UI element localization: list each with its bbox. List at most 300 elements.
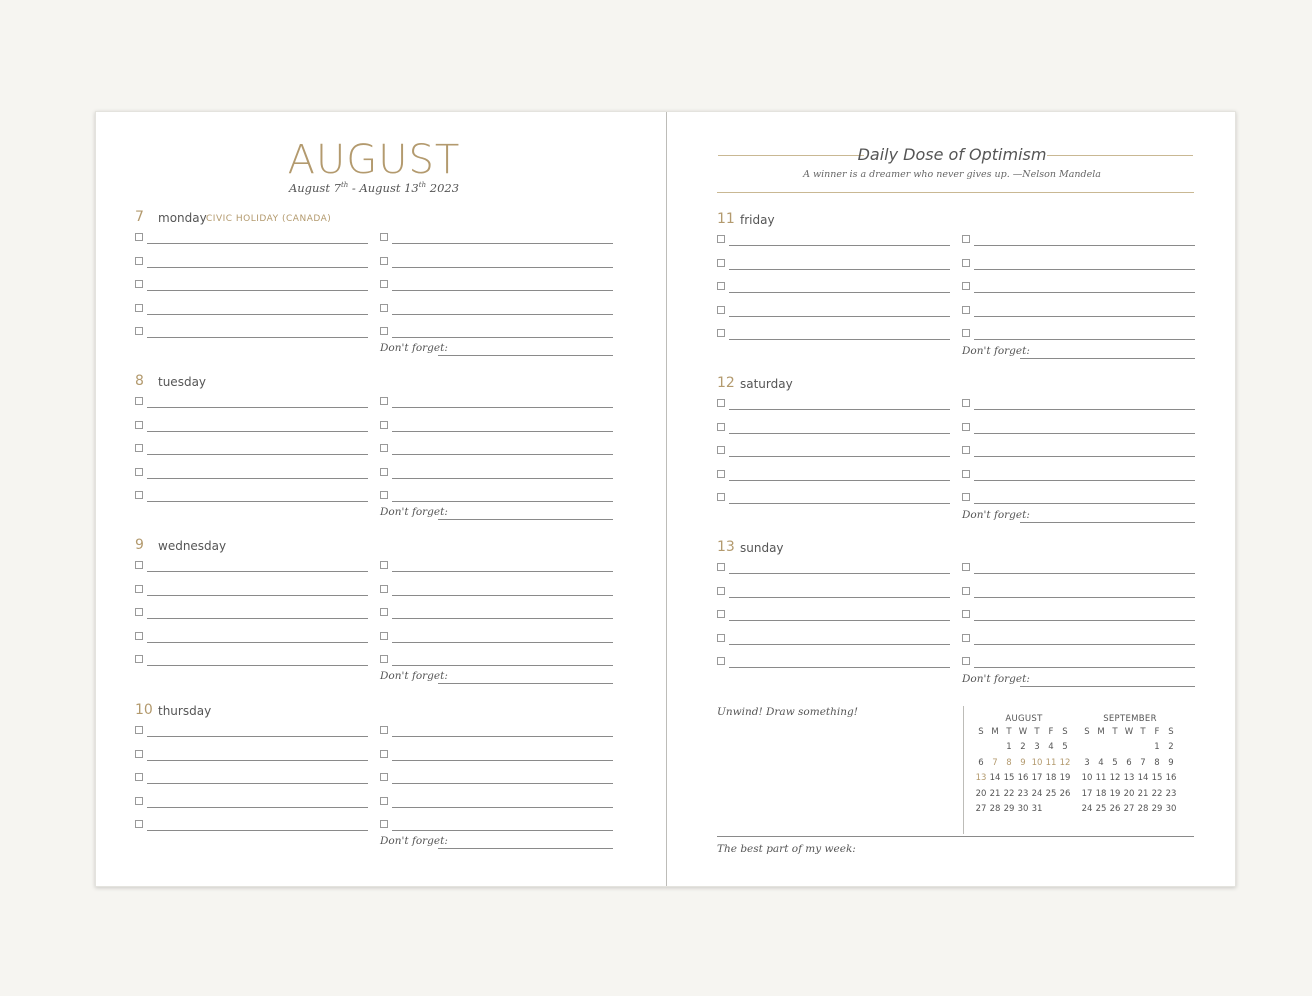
day-name: monday: [158, 211, 207, 225]
task-line[interactable]: [974, 503, 1195, 504]
calendar-day: 5: [1112, 757, 1118, 768]
task-line[interactable]: [729, 644, 950, 645]
dont-forget-field[interactable]: Don't forget:: [380, 506, 613, 522]
task-line[interactable]: [147, 501, 368, 502]
task-checkbox[interactable]: [380, 397, 388, 405]
task-line[interactable]: [729, 573, 950, 574]
calendar-day: 23: [1165, 788, 1177, 799]
task-row: [717, 489, 950, 513]
task-column: [380, 557, 613, 675]
task-line[interactable]: [392, 760, 613, 761]
task-line[interactable]: [147, 807, 368, 808]
task-checkbox[interactable]: [135, 726, 143, 734]
task-checkbox[interactable]: [380, 655, 388, 663]
task-line[interactable]: [147, 595, 368, 596]
weekday-label: T: [1140, 727, 1146, 737]
calendar-day: 28: [1137, 804, 1149, 814]
daily-dose-title: Daily Dose of Optimism: [857, 145, 1047, 164]
task-line[interactable]: [392, 501, 613, 502]
task-line[interactable]: [392, 736, 613, 737]
task-row: [380, 604, 613, 628]
task-line[interactable]: [729, 667, 950, 668]
task-row: [717, 419, 950, 443]
task-row: [717, 630, 950, 654]
day-number: 9: [135, 537, 144, 553]
dont-forget-field[interactable]: Don't forget:: [962, 673, 1195, 689]
task-line[interactable]: [974, 292, 1195, 293]
task-checkbox[interactable]: [135, 421, 143, 429]
task-checkbox[interactable]: [135, 561, 143, 569]
task-checkbox[interactable]: [380, 468, 388, 476]
task-line[interactable]: [147, 571, 368, 572]
task-line[interactable]: [392, 243, 613, 244]
calendar-day: 21: [1137, 788, 1149, 799]
task-line[interactable]: [147, 665, 368, 666]
unwind-drawing-area-label: Unwind! Draw something!: [717, 706, 858, 718]
task-line[interactable]: [974, 433, 1195, 434]
task-line[interactable]: [729, 456, 950, 457]
task-row: [962, 630, 1195, 654]
task-row: [135, 417, 368, 441]
calendar-day: 3: [1034, 742, 1040, 752]
task-checkbox[interactable]: [135, 304, 143, 312]
task-row: [962, 231, 1195, 255]
task-checkbox[interactable]: [380, 444, 388, 452]
task-checkbox[interactable]: [717, 470, 725, 478]
calendar-day: 12: [1109, 773, 1121, 783]
day-name: friday: [740, 213, 775, 227]
task-checkbox[interactable]: [135, 632, 143, 640]
calendar-day: 13: [975, 773, 987, 783]
calendar-day: 14: [989, 773, 1001, 783]
calendar-day: 29: [1151, 804, 1163, 814]
task-column: [135, 722, 368, 840]
task-line[interactable]: [392, 665, 613, 666]
calendar-day: 23: [1017, 788, 1029, 799]
weekday-label: S: [1168, 727, 1174, 737]
task-line[interactable]: [974, 480, 1195, 481]
calendar-day: 27: [975, 804, 987, 814]
task-row: [380, 253, 613, 277]
task-checkbox[interactable]: [380, 280, 388, 288]
task-line[interactable]: [147, 783, 368, 784]
task-checkbox[interactable]: [717, 587, 725, 595]
task-checkbox[interactable]: [380, 257, 388, 265]
task-line[interactable]: [147, 478, 368, 479]
task-row: [135, 487, 368, 511]
task-checkbox[interactable]: [135, 820, 143, 828]
task-row: [135, 557, 368, 581]
calendar-day: 15: [1151, 773, 1163, 783]
task-checkbox[interactable]: [962, 563, 970, 571]
task-row: [962, 559, 1195, 583]
task-line[interactable]: [147, 243, 368, 244]
task-checkbox[interactable]: [135, 257, 143, 265]
task-checkbox[interactable]: [962, 657, 970, 665]
task-row: [380, 746, 613, 770]
month-title: AUGUST: [287, 137, 461, 183]
calendar-day: 8: [1154, 757, 1160, 768]
task-row: [135, 393, 368, 417]
calendar-day: 6: [978, 757, 984, 768]
day-number: 13: [717, 539, 735, 555]
task-row: [717, 325, 950, 349]
task-row: [962, 606, 1195, 630]
task-row: [380, 440, 613, 464]
dont-forget-field[interactable]: Don't forget:: [380, 835, 613, 851]
task-row: [380, 769, 613, 793]
task-row: [380, 464, 613, 488]
weekday-label: M: [1097, 727, 1105, 737]
task-row: [717, 653, 950, 677]
task-checkbox[interactable]: [380, 797, 388, 805]
task-line[interactable]: [729, 292, 950, 293]
task-checkbox[interactable]: [962, 446, 970, 454]
task-column: [380, 393, 613, 511]
task-row: [717, 466, 950, 490]
day-name: thursday: [158, 704, 212, 718]
task-checkbox[interactable]: [962, 493, 970, 501]
calendar-day: 22: [1003, 788, 1015, 799]
title-rule-right: [1047, 155, 1193, 156]
calendar-day: 26: [1109, 804, 1121, 814]
task-row: [962, 255, 1195, 279]
task-checkbox[interactable]: [135, 585, 143, 593]
task-checkbox[interactable]: [717, 235, 725, 243]
task-checkbox[interactable]: [717, 657, 725, 665]
quote-text: A winner is a dreamer who never gives up. —Nelson Mandela: [803, 169, 1101, 180]
task-line[interactable]: [729, 597, 950, 598]
task-line[interactable]: [147, 618, 368, 619]
task-line[interactable]: [729, 339, 950, 340]
task-row: [717, 395, 950, 419]
calendar-day: 18: [1045, 773, 1057, 783]
task-row: [962, 395, 1195, 419]
task-row: [380, 229, 613, 253]
task-checkbox[interactable]: [380, 327, 388, 335]
task-checkbox[interactable]: [380, 608, 388, 616]
task-line[interactable]: [974, 597, 1195, 598]
task-line[interactable]: [974, 316, 1195, 317]
task-checkbox[interactable]: [962, 634, 970, 642]
calendar-day: 9: [1168, 757, 1174, 768]
calendar-day: 9: [1020, 757, 1026, 768]
task-checkbox[interactable]: [717, 399, 725, 407]
task-checkbox[interactable]: [962, 329, 970, 337]
task-checkbox[interactable]: [380, 820, 388, 828]
task-checkbox[interactable]: [380, 632, 388, 640]
task-column: [380, 229, 613, 347]
task-row: [962, 442, 1195, 466]
task-row: [717, 255, 950, 279]
calendar-day: 11: [1095, 773, 1107, 783]
calendar-day: 11: [1045, 757, 1057, 768]
task-line[interactable]: [974, 456, 1195, 457]
task-line[interactable]: [729, 620, 950, 621]
task-checkbox[interactable]: [962, 259, 970, 267]
calendar-divider: [963, 706, 964, 834]
calendar-day: 14: [1137, 773, 1149, 783]
task-line[interactable]: [147, 407, 368, 408]
task-row: [380, 557, 613, 581]
task-checkbox[interactable]: [380, 421, 388, 429]
task-checkbox[interactable]: [962, 587, 970, 595]
calendar-day: 7: [992, 757, 998, 768]
weekday-label: T: [1006, 727, 1012, 737]
task-row: [717, 583, 950, 607]
task-checkbox[interactable]: [135, 655, 143, 663]
weekday-label: T: [1034, 727, 1040, 737]
task-row: [380, 722, 613, 746]
task-checkbox[interactable]: [135, 491, 143, 499]
task-checkbox[interactable]: [135, 444, 143, 452]
weekday-label: W: [1018, 727, 1028, 737]
task-checkbox[interactable]: [962, 306, 970, 314]
task-line[interactable]: [392, 807, 613, 808]
dont-forget-field[interactable]: Don't forget:: [380, 670, 613, 686]
task-row: [380, 628, 613, 652]
task-row: [135, 769, 368, 793]
task-checkbox[interactable]: [717, 306, 725, 314]
weekday-label: S: [978, 727, 984, 737]
task-checkbox[interactable]: [717, 282, 725, 290]
calendar-day: 22: [1151, 788, 1163, 799]
dont-forget-field[interactable]: Don't forget:: [962, 345, 1195, 361]
task-line[interactable]: [392, 830, 613, 831]
calendar-day: 12: [1059, 757, 1071, 768]
calendar-day: 24: [1081, 804, 1093, 814]
task-column: [962, 395, 1195, 513]
task-line[interactable]: [392, 454, 613, 455]
task-column: [135, 557, 368, 675]
task-line[interactable]: [392, 783, 613, 784]
day-number: 7: [135, 209, 144, 225]
task-row: [135, 581, 368, 605]
task-row: [962, 302, 1195, 326]
task-checkbox[interactable]: [380, 491, 388, 499]
calendar-day: 31: [1031, 804, 1043, 814]
task-row: [135, 604, 368, 628]
task-checkbox[interactable]: [135, 468, 143, 476]
calendar-day: 6: [1126, 757, 1132, 768]
task-line[interactable]: [729, 480, 950, 481]
task-line[interactable]: [147, 431, 368, 432]
calendar-day: 4: [1048, 742, 1054, 752]
task-checkbox[interactable]: [135, 280, 143, 288]
calendar-day: 27: [1123, 804, 1135, 814]
task-line[interactable]: [392, 337, 613, 338]
calendar-day: 10: [1081, 773, 1093, 783]
day-name: wednesday: [158, 539, 227, 553]
task-line[interactable]: [974, 269, 1195, 270]
calendar-day: 7: [1140, 757, 1146, 768]
calendar-day: 29: [1003, 804, 1015, 814]
calendar-day: 19: [1059, 773, 1071, 783]
task-checkbox[interactable]: [962, 282, 970, 290]
task-row: [135, 793, 368, 817]
task-checkbox[interactable]: [717, 446, 725, 454]
task-line[interactable]: [974, 620, 1195, 621]
task-column: [962, 559, 1195, 677]
task-checkbox[interactable]: [717, 610, 725, 618]
dont-forget-field[interactable]: Don't forget:: [962, 509, 1195, 525]
calendar-day: 15: [1003, 773, 1015, 783]
task-row: [135, 229, 368, 253]
task-checkbox[interactable]: [962, 610, 970, 618]
task-row: [380, 300, 613, 324]
calendar-day: 25: [1045, 788, 1057, 799]
weekday-label: T: [1112, 727, 1118, 737]
task-row: [135, 276, 368, 300]
calendar-day: 30: [1017, 804, 1029, 814]
task-line[interactable]: [392, 431, 613, 432]
task-checkbox[interactable]: [380, 561, 388, 569]
task-line[interactable]: [147, 290, 368, 291]
calendar-day: 17: [1031, 773, 1043, 783]
task-row: [717, 559, 950, 583]
task-line[interactable]: [392, 478, 613, 479]
task-column: [135, 393, 368, 511]
task-line[interactable]: [147, 642, 368, 643]
task-line[interactable]: [147, 830, 368, 831]
task-checkbox[interactable]: [135, 327, 143, 335]
task-line[interactable]: [974, 245, 1195, 246]
calendar-day: 17: [1081, 788, 1093, 799]
task-line[interactable]: [974, 667, 1195, 668]
task-column: [717, 231, 950, 349]
calendar-day: 4: [1098, 757, 1104, 768]
task-column: [135, 229, 368, 347]
task-line[interactable]: [392, 290, 613, 291]
task-row: [717, 278, 950, 302]
calendar-day: 13: [1123, 773, 1135, 783]
task-checkbox[interactable]: [380, 304, 388, 312]
task-line[interactable]: [729, 433, 950, 434]
weekday-label: W: [1124, 727, 1134, 737]
task-row: [717, 302, 950, 326]
task-checkbox[interactable]: [717, 563, 725, 571]
calendar-day: 18: [1095, 788, 1107, 799]
calendar-day: 26: [1059, 788, 1071, 799]
task-checkbox[interactable]: [717, 329, 725, 337]
task-checkbox[interactable]: [962, 399, 970, 407]
task-checkbox[interactable]: [135, 773, 143, 781]
task-row: [135, 440, 368, 464]
bottom-rule: [717, 836, 1194, 837]
task-checkbox[interactable]: [380, 726, 388, 734]
task-line[interactable]: [147, 337, 368, 338]
task-row: [135, 651, 368, 675]
dont-forget-field[interactable]: Don't forget:: [380, 342, 613, 358]
task-line[interactable]: [392, 267, 613, 268]
task-line[interactable]: [974, 339, 1195, 340]
task-row: [135, 464, 368, 488]
task-checkbox[interactable]: [717, 423, 725, 431]
task-line[interactable]: [147, 736, 368, 737]
task-checkbox[interactable]: [135, 233, 143, 241]
calendar-day: 1: [1006, 742, 1012, 752]
task-line[interactable]: [392, 407, 613, 408]
task-row: [135, 628, 368, 652]
calendar-day: 8: [1006, 757, 1012, 768]
task-checkbox[interactable]: [962, 235, 970, 243]
task-line[interactable]: [392, 571, 613, 572]
task-line[interactable]: [147, 314, 368, 315]
weekday-label: M: [991, 727, 999, 737]
day-number: 10: [135, 702, 153, 718]
day-name: tuesday: [158, 375, 207, 389]
calendar-day: 1: [1154, 742, 1160, 752]
task-checkbox[interactable]: [135, 608, 143, 616]
task-column: [962, 231, 1195, 349]
mini-calendar-month-name: SEPTEMBER: [1103, 714, 1157, 724]
task-column: [717, 559, 950, 677]
calendar-day: 2: [1168, 742, 1174, 752]
week-date-range: August 7th - August 13th 2023: [288, 181, 460, 195]
task-row: [135, 722, 368, 746]
task-line[interactable]: [147, 454, 368, 455]
calendar-day: 5: [1062, 742, 1068, 752]
planner-spread: [95, 111, 1236, 887]
task-checkbox[interactable]: [135, 797, 143, 805]
task-checkbox[interactable]: [135, 750, 143, 758]
calendar-day: 2: [1020, 742, 1026, 752]
task-checkbox[interactable]: [962, 470, 970, 478]
task-checkbox[interactable]: [717, 634, 725, 642]
task-line[interactable]: [729, 503, 950, 504]
task-line[interactable]: [729, 269, 950, 270]
calendar-day: 3: [1084, 757, 1090, 768]
task-line[interactable]: [729, 409, 950, 410]
task-line[interactable]: [392, 314, 613, 315]
calendar-day: 24: [1031, 788, 1043, 799]
task-line[interactable]: [974, 409, 1195, 410]
left-page: [96, 112, 667, 886]
task-line[interactable]: [147, 760, 368, 761]
task-checkbox[interactable]: [380, 773, 388, 781]
calendar-day: 25: [1095, 804, 1107, 814]
day-number: 12: [717, 375, 735, 391]
task-checkbox[interactable]: [135, 397, 143, 405]
task-line[interactable]: [392, 618, 613, 619]
task-line[interactable]: [392, 595, 613, 596]
best-part-of-week-label: The best part of my week:: [717, 843, 856, 855]
task-line[interactable]: [974, 644, 1195, 645]
task-checkbox[interactable]: [717, 259, 725, 267]
mini-calendar-month-name: AUGUST: [1005, 714, 1043, 724]
weekday-label: S: [1062, 727, 1068, 737]
task-checkbox[interactable]: [380, 585, 388, 593]
weekday-label: S: [1084, 727, 1090, 737]
task-line[interactable]: [147, 267, 368, 268]
calendar-day: 21: [989, 788, 1001, 799]
calendar-day: 20: [1123, 788, 1135, 799]
task-row: [135, 300, 368, 324]
task-line[interactable]: [392, 642, 613, 643]
task-checkbox[interactable]: [380, 750, 388, 758]
task-checkbox[interactable]: [717, 493, 725, 501]
task-row: [380, 581, 613, 605]
task-column: [380, 722, 613, 840]
quote-rule: [717, 192, 1194, 193]
task-line[interactable]: [729, 245, 950, 246]
task-line[interactable]: [729, 316, 950, 317]
task-row: [135, 323, 368, 347]
task-checkbox[interactable]: [962, 423, 970, 431]
task-line[interactable]: [974, 573, 1195, 574]
task-checkbox[interactable]: [380, 233, 388, 241]
calendar-day: 20: [975, 788, 987, 799]
